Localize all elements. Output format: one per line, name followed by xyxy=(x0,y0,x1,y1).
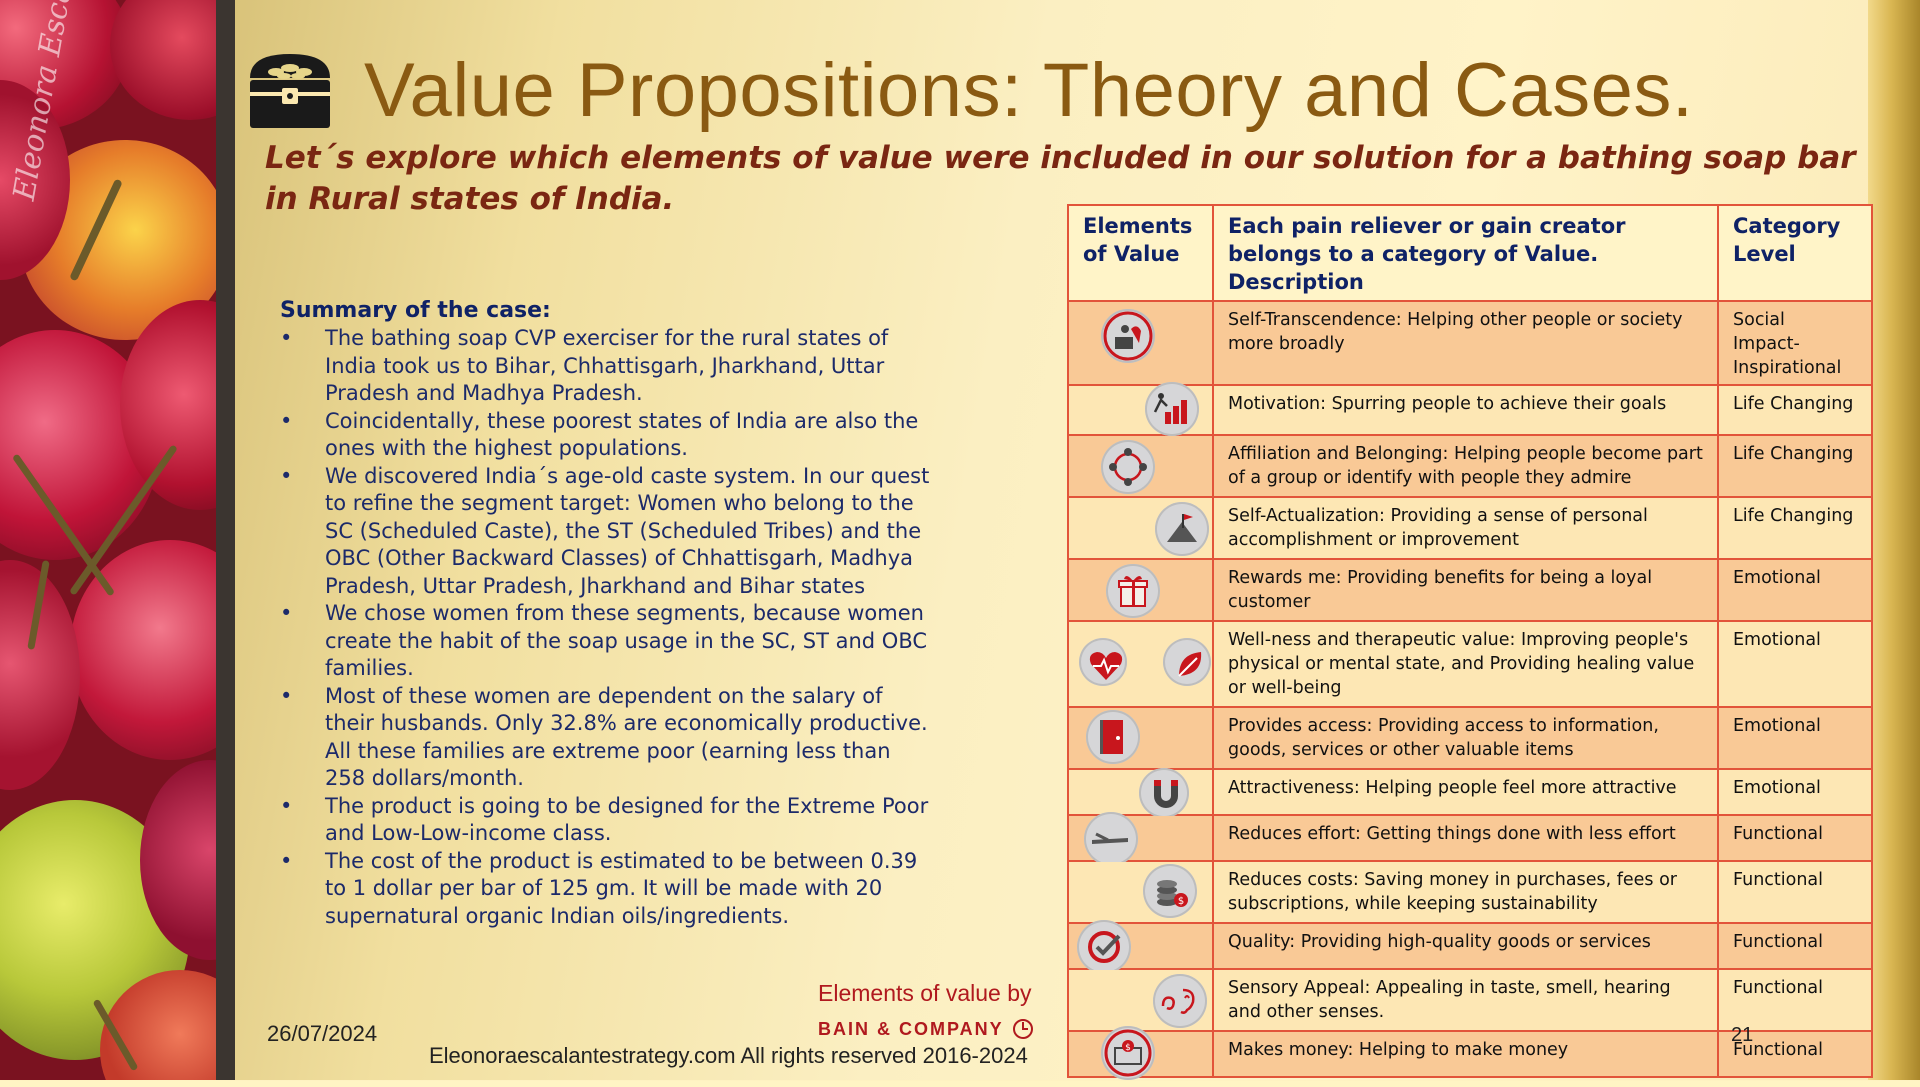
table-row xyxy=(1068,621,1872,707)
treasure-chest-icon xyxy=(246,48,334,132)
header-elements: Elements of Value xyxy=(1068,205,1213,301)
category-cell: Functional xyxy=(1718,923,1872,969)
description-cell: Quality: Providing high-quality goods or services xyxy=(1213,923,1718,969)
summary-bullet: • The product is going to be designed for the Extreme Poor and Low-Low-income class. xyxy=(280,793,930,848)
description-cell: Self-Transcendence: Helping other people or society more broadly xyxy=(1213,301,1718,385)
category-cell: Emotional xyxy=(1718,707,1872,769)
icon-cell xyxy=(1068,301,1213,385)
motivation-icon xyxy=(1145,382,1199,436)
right-gold-edge xyxy=(1868,0,1920,1080)
icon-cell xyxy=(1068,969,1213,1031)
description-cell: Reduces effort: Getting things done with less effort xyxy=(1213,815,1718,861)
category-cell: Life Changing xyxy=(1718,435,1872,497)
description-cell: Reduces costs: Saving money in purchases, fees or subscriptions, while keeping sustainability xyxy=(1213,861,1718,923)
page-number: 21 xyxy=(1731,1024,1754,1046)
description-cell: Affiliation and Belonging: Helping people become part of a group or identify with people they admire xyxy=(1213,435,1718,497)
svg-text:$: $ xyxy=(1125,1043,1131,1053)
icon-cell xyxy=(1068,769,1213,815)
table-row xyxy=(1068,969,1872,1031)
divider-bar xyxy=(216,0,235,1080)
category-cell: Life Changing xyxy=(1718,385,1872,435)
summary-bullet: • We discovered India´s age-old caste system. In our quest to refine the segment target: Women who belong to the SC (Scheduled Caste), the ST (Scheduled Tribes) and the OBC (Other Backward Classes) of Chhattisgarh, Madhya Pradesh, Uttar Pradesh, Jharkhand and Bihar states xyxy=(280,463,930,601)
header-description: Each pain reliever or gain creator belongs to a category of Value. Description xyxy=(1213,205,1718,301)
svg-text:$: $ xyxy=(1177,896,1185,907)
wellness-leaf-icon xyxy=(1163,638,1211,686)
icon-cell xyxy=(1068,621,1213,707)
description-cell: Self-Actualization: Providing a sense of personal accomplishment or improvement xyxy=(1213,497,1718,559)
sensory-icon xyxy=(1153,974,1207,1028)
category-cell: Emotional xyxy=(1718,559,1872,621)
money-icon xyxy=(1101,1026,1155,1080)
quality-check-icon xyxy=(1077,920,1131,974)
summary-bullet: • Most of these women are dependent on the salary of their husbands. Only 32.8% are economically productive. All these families are extreme poor (earning less than 258 dollars/month. xyxy=(280,683,930,793)
credit-line: Elements of value by xyxy=(818,980,1032,1006)
description-cell: Well-ness and therapeutic value: Improving people's physical or mental state, and Providing healing value or well-being xyxy=(1213,621,1718,707)
page-subtitle: Let´s explore which elements of value were included in our solution for a bathing soap bar in Rural states of India. xyxy=(265,140,1856,217)
icon-cell xyxy=(1068,1031,1213,1077)
bain-logo-text: BAIN & COMPANY xyxy=(818,1018,1004,1039)
wellness-heart-icon xyxy=(1079,638,1127,686)
coins-icon xyxy=(1143,864,1197,918)
affiliation-icon xyxy=(1101,440,1155,494)
summary-list xyxy=(280,325,930,930)
icon-cell xyxy=(1068,707,1213,769)
title-row xyxy=(246,40,1694,140)
apple-photo-strip xyxy=(0,0,216,1080)
elements-of-value-table xyxy=(1067,204,1873,1078)
category-cell: Emotional xyxy=(1718,621,1872,707)
description-cell: Sensory Appeal: Appealing in taste, smell, hearing and other senses. xyxy=(1213,969,1718,1031)
category-cell: Functional xyxy=(1718,1031,1872,1077)
slide-date: 26/07/2024 xyxy=(267,1021,378,1046)
footer-copyright: Eleonoraescalantestrategy.com All rights reserved 2016-2024 xyxy=(429,1043,1028,1068)
icon-cell xyxy=(1068,497,1213,559)
summary-heading: Summary of the case: xyxy=(280,298,551,323)
reduces-effort-icon xyxy=(1084,812,1138,866)
summary-bullet: • The bathing soap CVP exerciser for the rural states of India took us to Bihar, Chhattisgarh, Jharkhand, Uttar Pradesh and Madhya Pradesh. xyxy=(280,325,930,408)
summary-bullet: • We chose women from these segments, because women create the habit of the soap usage in the SC, ST and OBC families. xyxy=(280,600,930,683)
table-row xyxy=(1068,707,1872,769)
description-cell: Attractiveness: Helping people feel more attractive xyxy=(1213,769,1718,815)
bain-logo-mark-icon xyxy=(1012,1018,1034,1040)
table-row xyxy=(1068,769,1872,815)
icon-cell xyxy=(1068,385,1213,435)
table-row xyxy=(1068,923,1872,969)
case-summary xyxy=(280,298,930,930)
category-cell: Emotional xyxy=(1718,769,1872,815)
icon-cell xyxy=(1068,861,1213,923)
icon-cell xyxy=(1068,435,1213,497)
charity-icon xyxy=(1101,309,1155,363)
self-actualization-icon xyxy=(1155,502,1209,556)
category-cell: Life Changing xyxy=(1718,497,1872,559)
description-cell: Makes money: Helping to make money xyxy=(1213,1031,1718,1077)
header-category: Category Level xyxy=(1718,205,1872,301)
page-title: Value Propositions: Theory and Cases. xyxy=(364,47,1694,133)
summary-bullet: • Coincidentally, these poorest states of India are also the ones with the highest populations. xyxy=(280,408,930,463)
table-row xyxy=(1068,497,1872,559)
icon-cell xyxy=(1068,815,1213,861)
category-cell: Functional xyxy=(1718,969,1872,1031)
summary-bullet: • The cost of the product is estimated to be between 0.39 to 1 dollar per bar of 125 gm. It will be made with 20 supernatural organic Indian oils/ingredients. xyxy=(280,848,930,931)
door-icon xyxy=(1086,710,1140,764)
magnet-icon xyxy=(1139,768,1189,818)
category-cell: Social Impact- Inspirational xyxy=(1718,301,1872,385)
description-cell: Rewards me: Providing benefits for being a loyal customer xyxy=(1213,559,1718,621)
description-cell: Motivation: Spurring people to achieve their goals xyxy=(1213,385,1718,435)
icon-cell xyxy=(1068,923,1213,969)
table-row xyxy=(1068,385,1872,435)
table-row xyxy=(1068,815,1872,861)
category-cell: Functional xyxy=(1718,815,1872,861)
description-cell: Provides access: Providing access to information, goods, services or other valuable items xyxy=(1213,707,1718,769)
icon-cell xyxy=(1068,559,1213,621)
category-cell: Functional xyxy=(1718,861,1872,923)
table-row xyxy=(1068,861,1872,923)
gift-icon xyxy=(1106,564,1160,618)
table-row xyxy=(1068,301,1872,385)
bain-logo xyxy=(818,1018,1034,1040)
table-row xyxy=(1068,559,1872,621)
table-row xyxy=(1068,435,1872,497)
